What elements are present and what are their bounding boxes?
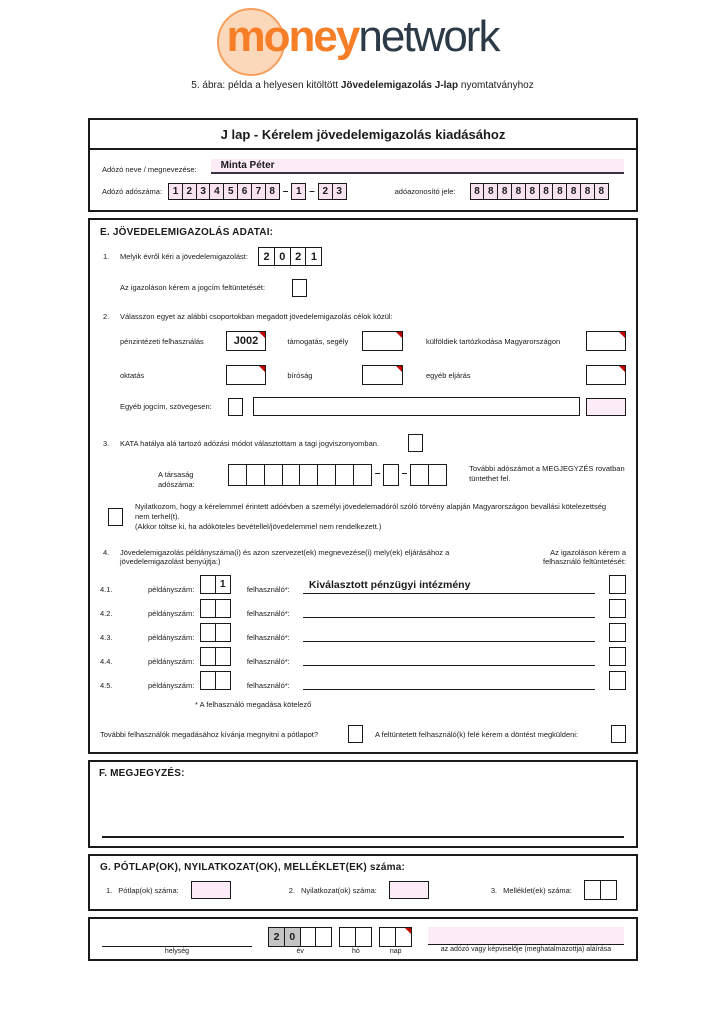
option-label: pénzintézeti felhasználás bbox=[120, 336, 204, 346]
company-tax-boxes bbox=[228, 464, 372, 486]
melleklet-count-boxes bbox=[584, 880, 617, 900]
company-tax-digit[interactable] bbox=[383, 464, 398, 486]
q3-number: 3. bbox=[103, 438, 110, 448]
copies-digit[interactable] bbox=[215, 647, 231, 666]
kata-checkbox[interactable] bbox=[408, 434, 423, 452]
row-number: 4.2. bbox=[100, 609, 113, 619]
megjegyzes-note: További adószámot a MEGJEGYZÉS rovatban tüntethet fel. bbox=[469, 464, 625, 484]
row-number: 4.1. bbox=[100, 585, 113, 595]
user-checkbox[interactable] bbox=[609, 671, 626, 690]
purpose-code-box-oktatas[interactable] bbox=[226, 365, 266, 385]
tax-number-digit[interactable]: 1 bbox=[168, 183, 183, 200]
tax-id-boxes bbox=[470, 183, 609, 200]
row-number: 4.5. bbox=[100, 681, 113, 691]
year-digit[interactable]: 2 bbox=[290, 247, 307, 266]
nyilatkozat-count-field[interactable] bbox=[389, 881, 429, 899]
company-tax-digit[interactable] bbox=[428, 464, 447, 486]
g-item-number: 3. bbox=[490, 885, 498, 895]
year-digit[interactable]: 2 bbox=[258, 247, 275, 266]
user-checkbox[interactable] bbox=[609, 647, 626, 666]
dash-separator: – bbox=[374, 468, 381, 480]
company-tax-digit[interactable] bbox=[335, 464, 354, 486]
company-tax-digit[interactable] bbox=[353, 464, 372, 486]
copies-label: példányszám: bbox=[148, 585, 195, 595]
company-tax-digit[interactable] bbox=[299, 464, 318, 486]
caption-prefix: 5. ábra: példa a helyesen kitöltött bbox=[191, 80, 341, 91]
section-e-box bbox=[88, 218, 638, 754]
tax-id-digit[interactable]: 8 bbox=[566, 183, 581, 200]
company-tax-digit[interactable] bbox=[264, 464, 283, 486]
copies-boxes bbox=[200, 575, 231, 594]
copies-digit[interactable] bbox=[215, 623, 231, 642]
declaration-hint: (Akkor töltse ki, ha adóköteles bevétellel/jövedelemmel nem rendelkezett.) bbox=[135, 522, 382, 532]
company-tax-digit[interactable] bbox=[282, 464, 301, 486]
logo-money-text: money bbox=[226, 12, 359, 61]
tax-number-tail-boxes bbox=[318, 183, 347, 200]
signature-label: az adózó vagy képviselője (meghatalmazottja) aláírása bbox=[440, 946, 612, 954]
purpose-code-box-penzintezeti[interactable]: J002 bbox=[226, 331, 266, 351]
section-f-box bbox=[88, 760, 638, 848]
date-day-digit[interactable] bbox=[395, 927, 412, 947]
tax-id-digit[interactable]: 8 bbox=[470, 183, 485, 200]
company-tax-digit[interactable] bbox=[317, 464, 336, 486]
extra-sheet-checkbox[interactable] bbox=[348, 725, 363, 743]
date-year-digit[interactable] bbox=[300, 927, 317, 947]
date-century-digit: 2 bbox=[268, 927, 285, 947]
copies-label: példányszám: bbox=[148, 633, 195, 643]
user-field[interactable] bbox=[303, 603, 595, 618]
copies-digit[interactable] bbox=[200, 599, 216, 618]
other-purpose-checkbox[interactable] bbox=[228, 398, 243, 416]
day-label: nap bbox=[389, 948, 402, 956]
melleklet-count-digit[interactable] bbox=[600, 880, 617, 900]
caption-suffix: nyomtatványhoz bbox=[458, 80, 534, 91]
logo bbox=[0, 0, 725, 74]
tax-id-digit[interactable]: 8 bbox=[497, 183, 512, 200]
tax-number-boxes bbox=[168, 183, 280, 200]
row-number: 4.4. bbox=[100, 657, 113, 667]
q4-number: 4. bbox=[103, 547, 110, 557]
user-footnote: * A felhasználó megadása kötelező bbox=[195, 700, 312, 710]
copies-digit[interactable] bbox=[200, 671, 216, 690]
user-label: felhasználó*: bbox=[246, 657, 290, 667]
other-purpose-label: Egyéb jogcím, szövegesen: bbox=[120, 402, 212, 412]
declaration-checkbox[interactable] bbox=[108, 508, 123, 526]
extra-sheet-question: További felhasználók megadásához kívánja megnyitni a pótlapot? bbox=[100, 729, 319, 739]
copies-label: példányszám: bbox=[148, 681, 195, 691]
tax-number-digit[interactable]: 6 bbox=[237, 183, 252, 200]
other-purpose-text-field[interactable] bbox=[253, 397, 580, 416]
user-field[interactable] bbox=[303, 675, 595, 690]
tax-number-digit[interactable]: 4 bbox=[209, 183, 224, 200]
section-g-box bbox=[88, 854, 638, 911]
user-checkbox[interactable] bbox=[609, 623, 626, 642]
purpose-code-box-birosag[interactable] bbox=[362, 365, 402, 385]
copies-digit[interactable] bbox=[200, 647, 216, 666]
q1-jogcim-label: Az igazoláson kérem a jogcím feltüntetését: bbox=[120, 283, 266, 293]
form-title: J lap - Kérelem jövedelemigazolás kiadásához bbox=[90, 120, 636, 150]
tax-id-digit[interactable]: 8 bbox=[483, 183, 498, 200]
tax-number-digit[interactable]: 2 bbox=[182, 183, 197, 200]
user-checkbox[interactable] bbox=[609, 599, 626, 618]
tax-number-digit[interactable]: 3 bbox=[196, 183, 211, 200]
tax-id-digit[interactable]: 8 bbox=[539, 183, 554, 200]
option-label: egyéb eljárás bbox=[425, 370, 471, 380]
send-decision-checkbox[interactable] bbox=[611, 725, 626, 743]
place-label: helység bbox=[164, 948, 190, 956]
g-item-label: Melléklet(ek) száma: bbox=[503, 885, 572, 895]
user-field[interactable] bbox=[303, 627, 595, 642]
dash-separator: – bbox=[282, 186, 289, 197]
g-item-number: 1. bbox=[106, 885, 113, 895]
tax-id-digit[interactable]: 8 bbox=[594, 183, 609, 200]
tax-id-label: adóazonosító jele: bbox=[394, 186, 456, 196]
figure-caption bbox=[0, 80, 725, 91]
date-day-digit[interactable] bbox=[379, 927, 396, 947]
melleklet-count-digit[interactable] bbox=[584, 880, 601, 900]
q4-label: Jövedelemigazolás példányszáma(i) és azon szervezet(ek) megnevezése(i) mely(ek) eljárásához a jövedelemigazolást benyújtja:) bbox=[120, 547, 450, 566]
copies-label: példányszám: bbox=[148, 657, 195, 667]
copies-digit[interactable] bbox=[200, 575, 216, 594]
option-label: támogatás, segély bbox=[287, 336, 349, 346]
taxpayer-name-field[interactable]: Minta Péter bbox=[211, 159, 624, 174]
user-checkbox[interactable] bbox=[609, 575, 626, 594]
option-label: bíróság bbox=[287, 370, 313, 380]
user-label: felhasználó*: bbox=[246, 609, 290, 619]
user-label: felhasználó*: bbox=[246, 681, 290, 691]
user-field[interactable] bbox=[303, 651, 595, 666]
tax-id-digit[interactable]: 8 bbox=[511, 183, 526, 200]
tax-form bbox=[88, 118, 638, 961]
year-label: év bbox=[296, 948, 304, 956]
tax-id-digit[interactable]: 8 bbox=[552, 183, 567, 200]
caption-bold: Jövedelemigazolás J-lap bbox=[340, 80, 459, 91]
logo-network-text: network bbox=[358, 12, 499, 61]
tax-number-digit[interactable]: 8 bbox=[265, 183, 280, 200]
q2-label: Válasszon egyet az alábbi csoportokban megadott jövedelemigazolás célok közül: bbox=[120, 312, 393, 321]
year-digit[interactable]: 0 bbox=[274, 247, 291, 266]
place-field[interactable] bbox=[102, 936, 252, 947]
copies-digit[interactable] bbox=[215, 599, 231, 618]
date-month-digit[interactable] bbox=[355, 927, 372, 947]
month-label: hó bbox=[351, 948, 360, 956]
tax-number-digit[interactable]: 1 bbox=[291, 183, 306, 200]
section-g-title: G. PÓTLAP(OK), NYILATKOZAT(OK), MELLÉKLET(EK) száma: bbox=[100, 862, 406, 874]
jogcim-checkbox[interactable] bbox=[292, 279, 307, 297]
row-number: 4.3. bbox=[100, 633, 113, 643]
dash-separator: – bbox=[309, 186, 315, 197]
date-boxes bbox=[268, 927, 412, 955]
company-tax-digit[interactable] bbox=[410, 464, 429, 486]
copies-boxes bbox=[200, 623, 231, 642]
section-e-title: E. JÖVEDELEMIGAZOLÁS ADATAI: bbox=[100, 227, 274, 238]
tax-number-digit[interactable]: 2 bbox=[318, 183, 333, 200]
tax-number-label: Adózó adószáma: bbox=[102, 186, 163, 196]
company-tax-tail-boxes bbox=[410, 464, 447, 486]
year-digit[interactable]: 1 bbox=[305, 247, 322, 266]
section-f-title: F. MEGJEGYZÉS: bbox=[99, 768, 185, 780]
copies-digit[interactable]: 1 bbox=[215, 575, 231, 594]
copies-boxes bbox=[200, 671, 231, 690]
company-tax-digit[interactable] bbox=[228, 464, 247, 486]
option-label: oktatás bbox=[120, 370, 145, 380]
tax-id-digit[interactable]: 8 bbox=[525, 183, 540, 200]
other-purpose-code-box[interactable] bbox=[586, 398, 626, 416]
tax-id-digit[interactable]: 8 bbox=[580, 183, 595, 200]
company-tax-label: A társaság adószáma: bbox=[158, 470, 195, 489]
declaration-text: Nyilatkozom, hogy a kérelemmel érintett adóévben a személyi jövedelemadóról szóló törvény alapján Magyarországon bevallási kötelezettség nem terhel(t). bbox=[135, 502, 607, 522]
company-tax-digit[interactable] bbox=[246, 464, 265, 486]
copies-label: példányszám: bbox=[148, 609, 195, 619]
purpose-code-box-tamogatas[interactable] bbox=[362, 331, 402, 351]
signature-box bbox=[88, 917, 638, 961]
q4-right-note: Az igazoláson kérem a felhasználó feltüntetését: bbox=[543, 547, 626, 566]
q1-label: Melyik évről kéri a jövedelemigazolást: bbox=[120, 251, 248, 261]
option-label: külföldiek tartózkodása Magyarországon bbox=[425, 336, 561, 346]
date-century-digit: 0 bbox=[284, 927, 301, 947]
date-year-digit[interactable] bbox=[315, 927, 332, 947]
copies-digit[interactable] bbox=[215, 671, 231, 690]
purpose-code-box-kulfoldiek[interactable] bbox=[586, 331, 626, 351]
potlap-count-field[interactable] bbox=[191, 881, 231, 899]
dash-separator: – bbox=[401, 468, 408, 480]
q1-number: 1. bbox=[103, 251, 110, 261]
user-field[interactable]: Kiválasztott pénzügyi intézmény bbox=[303, 579, 595, 594]
taxpayer-name-label: Adózó neve / megnevezése: bbox=[102, 164, 197, 174]
tax-number-digit[interactable]: 5 bbox=[223, 183, 238, 200]
year-boxes bbox=[258, 247, 322, 266]
copies-boxes bbox=[200, 599, 231, 618]
tax-number-digit[interactable]: 3 bbox=[332, 183, 347, 200]
q2-number: 2. bbox=[103, 312, 110, 321]
comment-line-field[interactable] bbox=[102, 836, 624, 838]
user-label: felhasználó*: bbox=[246, 633, 290, 643]
send-decision-question: A feltüntetett felhasználó(k) felé kérem a döntést megküldeni: bbox=[375, 729, 579, 739]
g-item-label: Pótlap(ok) száma: bbox=[118, 885, 179, 895]
tax-number-digit[interactable]: 7 bbox=[251, 183, 266, 200]
signature-field[interactable] bbox=[428, 927, 624, 945]
copies-boxes bbox=[200, 647, 231, 666]
user-label: felhasználó*: bbox=[246, 585, 290, 595]
g-item-label: Nyilatkozat(ok) száma: bbox=[300, 885, 377, 895]
q3-label: KATA hatálya alá tartozó adózási módot választottam a tagi jogviszonyomban. bbox=[120, 438, 380, 448]
g-item-number: 2. bbox=[288, 885, 295, 895]
purpose-code-box-egyeb[interactable] bbox=[586, 365, 626, 385]
copies-digit[interactable] bbox=[200, 623, 216, 642]
date-month-digit[interactable] bbox=[339, 927, 356, 947]
form-header-box bbox=[88, 118, 638, 212]
